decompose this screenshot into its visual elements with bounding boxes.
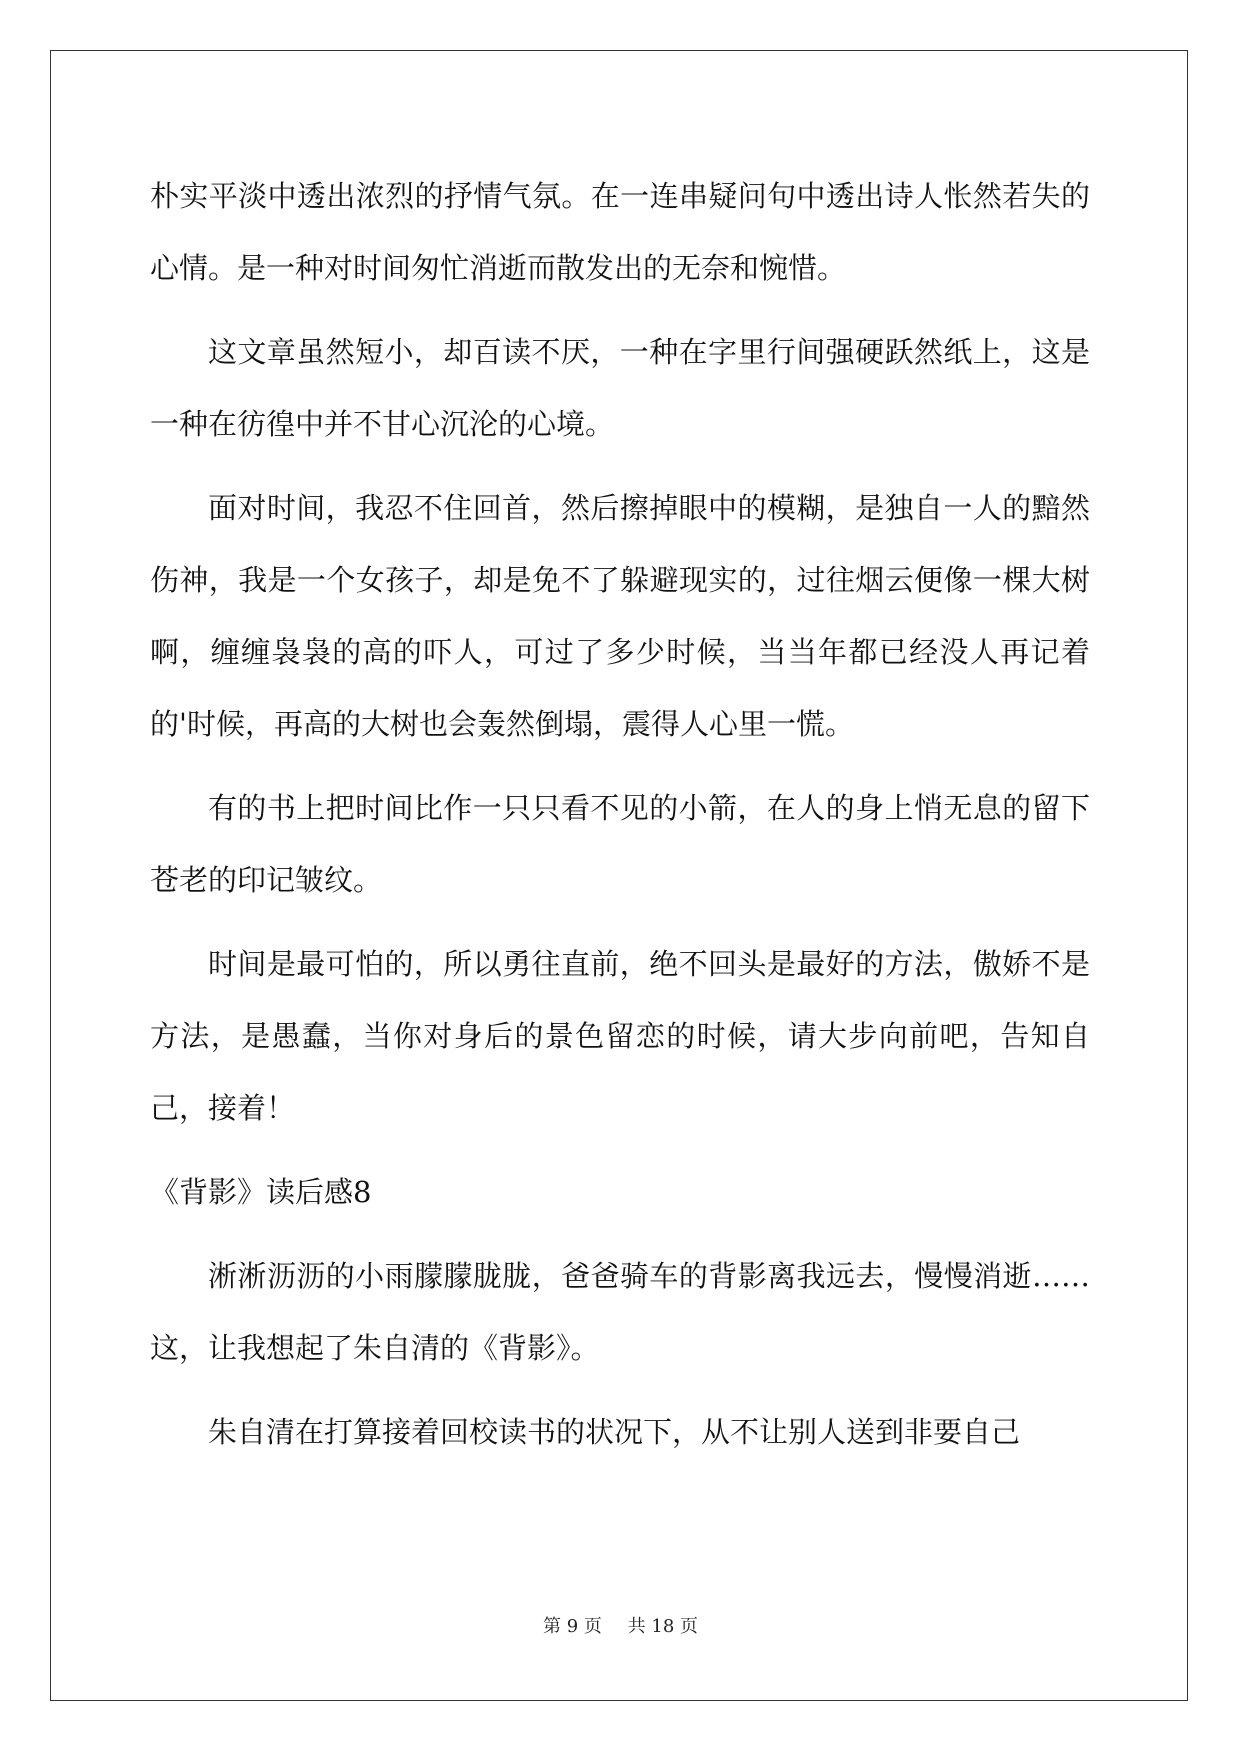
paragraph-3: 面对时间，我忍不住回首，然后擦掉眼中的模糊，是独自一人的黯然伤神，我是一个女孩子，却是免不了躲避现实的，过往烟云便像一棵大树啊，缠缠袅袅的高的吓人，可过了多少时候，当当年都已经没人再记着的'时候，再高的大树也会轰然倒塌，震得人心里一慌。 <box>150 491 1090 741</box>
paragraph-7: 朱自清在打算接着回校读书的状况下，从不让别人送到非要自己 <box>208 1415 1021 1449</box>
page-footer <box>0 1612 1241 1638</box>
section-heading: 《背影》读后感8 <box>150 1175 372 1209</box>
paragraph-6: 淅淅沥沥的小雨朦朦胧胧，爸爸骑车的背影离我远去，慢慢消逝……这，让我想起了朱自清的《背影》。 <box>150 1259 1090 1365</box>
paragraph-1: 朴实平淡中透出浓烈的抒情气氛。在一连串疑问句中透出诗人怅然若失的心情。是一种对时间匆忙消逝而散发出的无奈和惋惜。 <box>150 179 1090 285</box>
page-total: 共 18 页 <box>627 1616 698 1637</box>
paragraph-2: 这文章虽然短小，却百读不厌，一种在字里行间强硬跃然纸上，这是一种在彷徨中并不甘心沉沦的心境。 <box>150 335 1090 441</box>
document-body <box>150 160 1090 1480</box>
paragraph-5: 时间是最可怕的，所以勇往直前，绝不回头是最好的方法，傲娇不是方法，是愚蠢，当你对身后的景色留恋的时候，请大步向前吧，告知自己，接着！ <box>150 947 1090 1125</box>
page-number: 第 9 页 <box>543 1616 602 1637</box>
paragraph-4: 有的书上把时间比作一只只看不见的小箭，在人的身上悄无息的留下苍老的印记皱纹。 <box>150 791 1090 897</box>
